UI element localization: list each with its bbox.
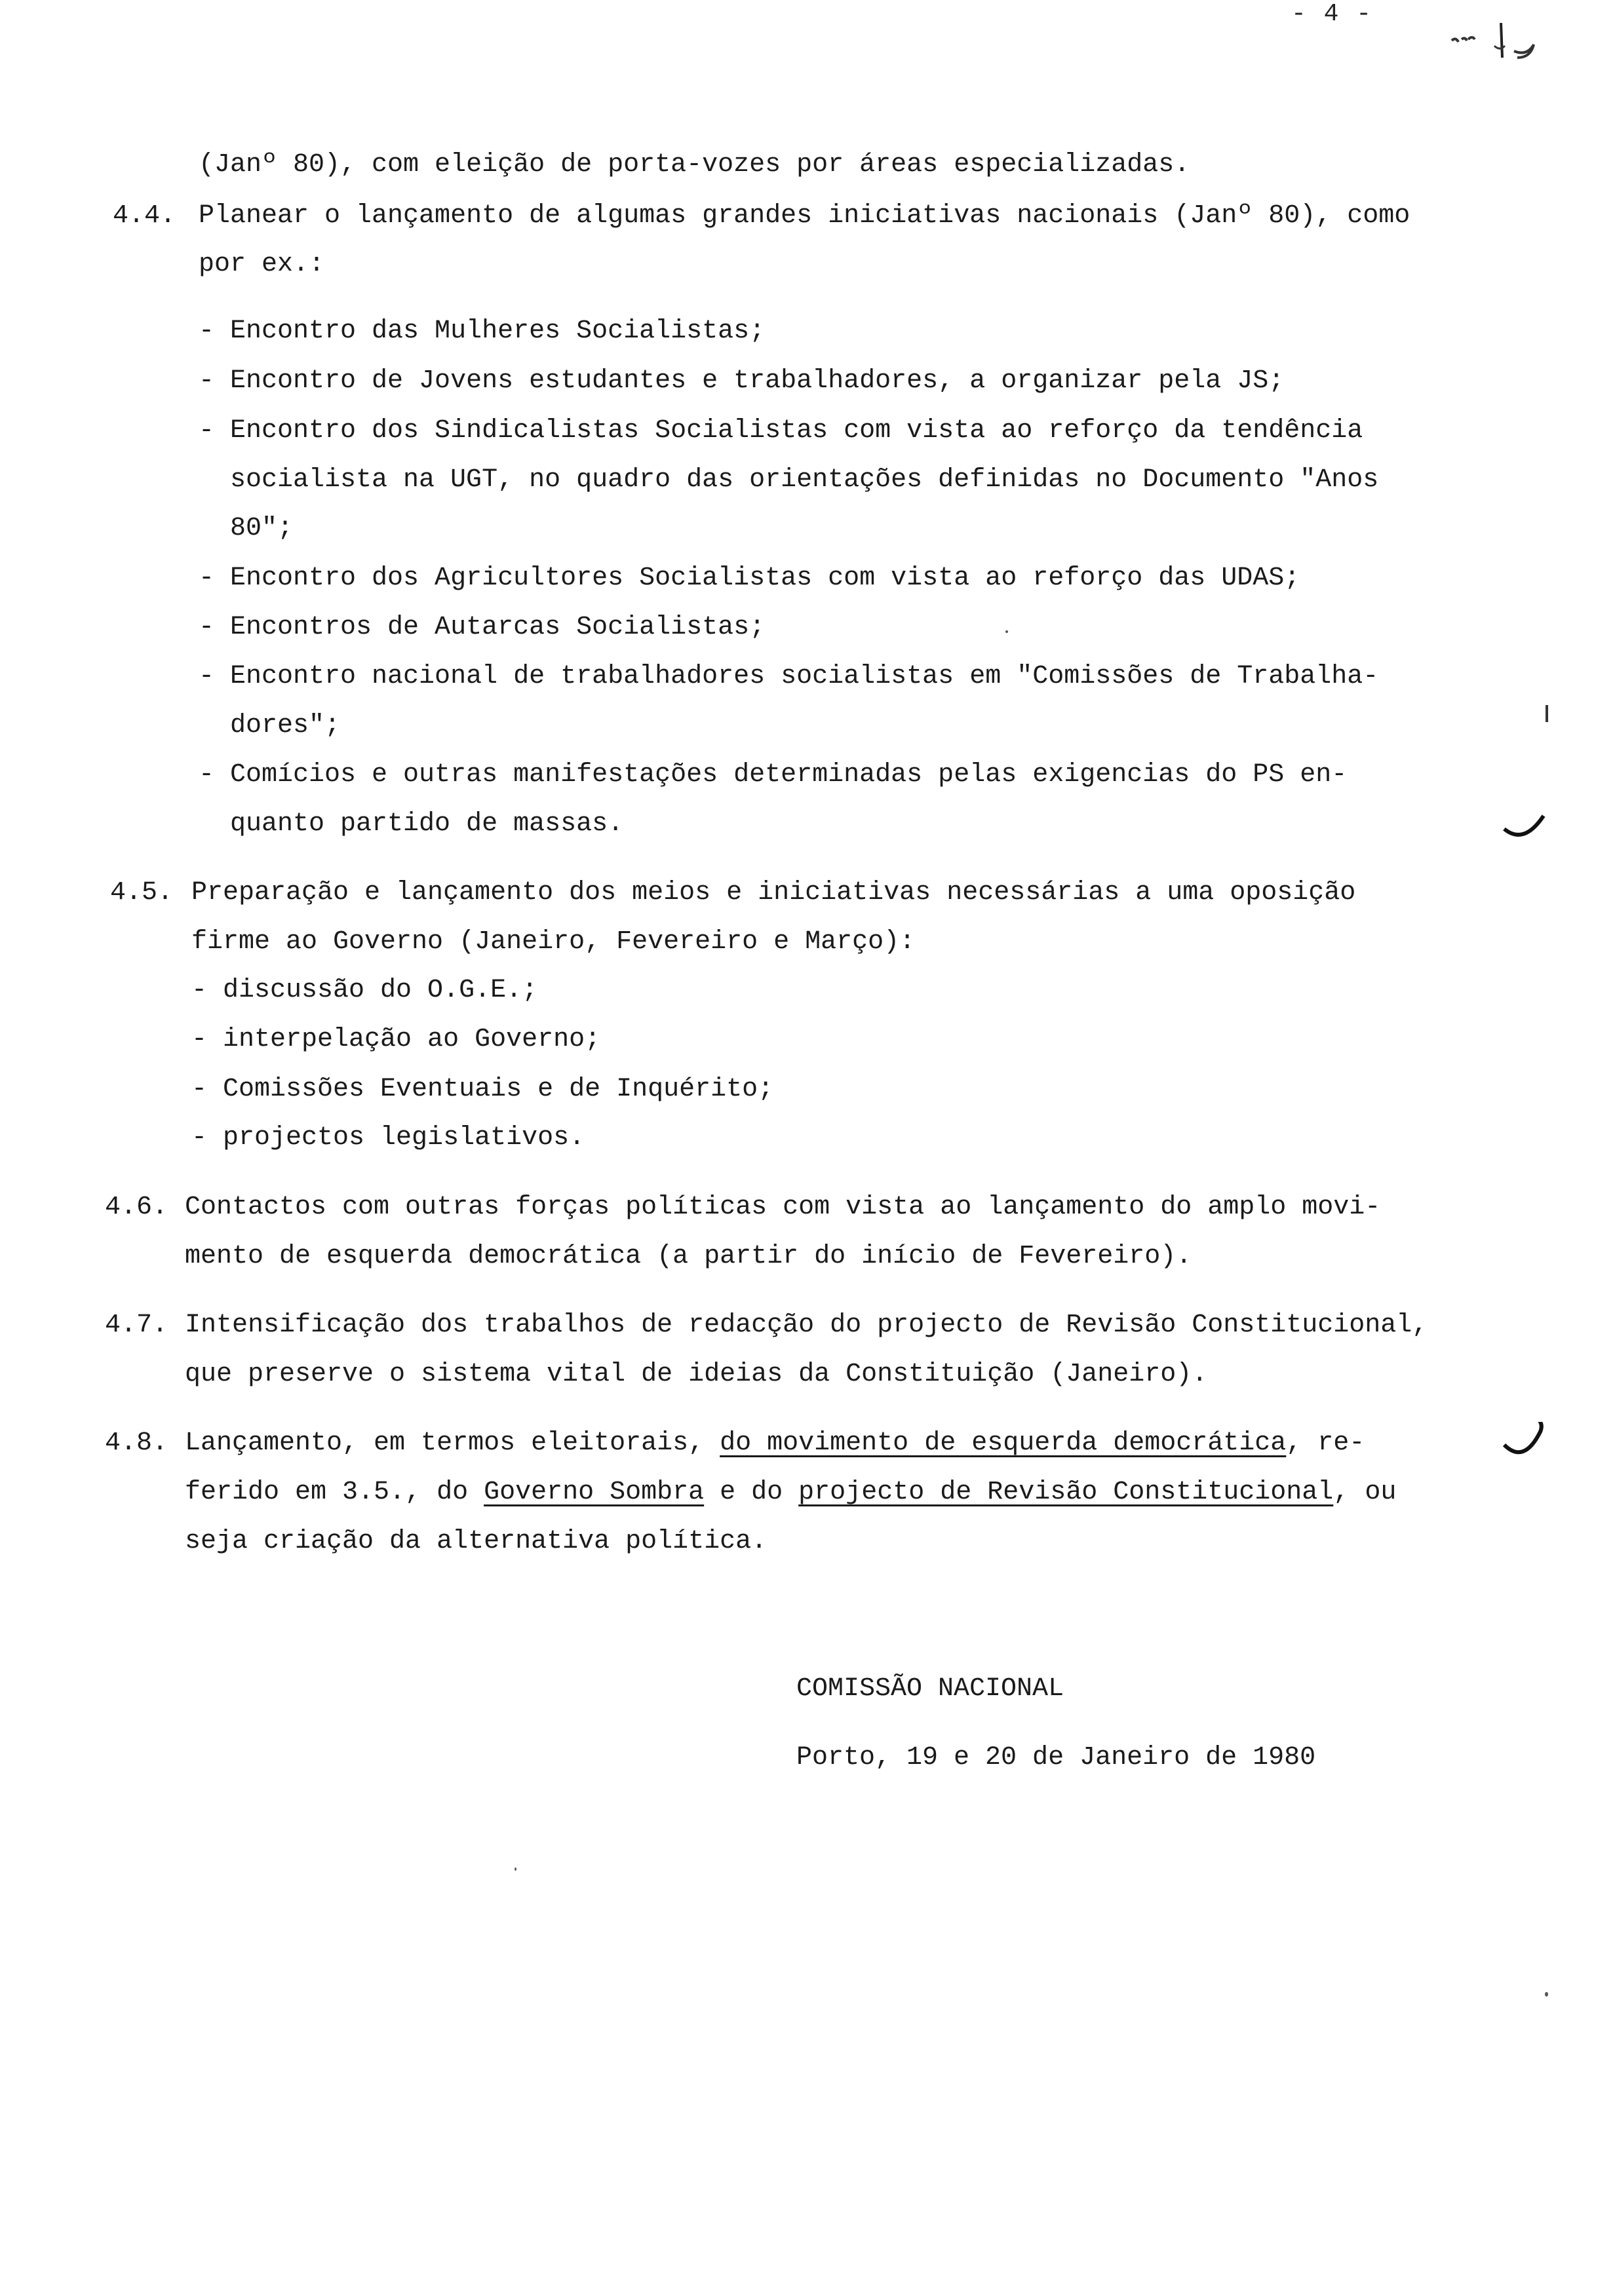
section-4-4-number: 4.4. bbox=[113, 201, 176, 231]
section-4-4-line-1: Planear o lançamento de algumas grandes iniciativas nacionais (Janº 80), como bbox=[199, 201, 1411, 231]
section-4-4-bullet-continuation: dores"; bbox=[230, 711, 341, 740]
scan-speck bbox=[1005, 630, 1008, 633]
scan-speck bbox=[515, 1867, 516, 1871]
section-4-6-number: 4.6. bbox=[105, 1193, 168, 1222]
section-4-5-bullet: - projectos legislativos. bbox=[191, 1123, 585, 1153]
section-4-4-line-2: por ex.: bbox=[199, 250, 325, 279]
section-4-5-line-2: firme ao Governo (Janeiro, Fevereiro e Março): bbox=[191, 927, 916, 957]
section-4-8-line-3: seja criação da alternativa política. bbox=[185, 1527, 768, 1556]
section-4-4-bullet: - Encontro dos Sindicalistas Socialistas com vista ao reforço da tendência bbox=[199, 416, 1363, 446]
section-4-8-text: e do bbox=[704, 1478, 799, 1507]
handwritten-initials-mark bbox=[1442, 20, 1573, 66]
section-4-4-bullet-continuation: socialista na UGT, no quadro das orientações definidas no Documento "Anos bbox=[230, 465, 1379, 495]
section-4-8-text: , ou bbox=[1333, 1478, 1397, 1507]
section-4-6-line-1: Contactos com outras forças políticas com vista ao lançamento do amplo movi- bbox=[185, 1193, 1381, 1222]
scan-speck bbox=[1545, 1992, 1548, 1997]
margin-tick-mark bbox=[1540, 702, 1553, 729]
section-4-8-text: ferido em 3.5., do bbox=[185, 1478, 484, 1507]
section-4-4-bullet: - Encontro de Jovens estudantes e trabalhadores, a organizar pela JS; bbox=[199, 366, 1285, 396]
section-4-5-number: 4.5. bbox=[110, 878, 174, 908]
section-4-8-text: , re- bbox=[1286, 1428, 1365, 1458]
section-4-5-bullet: - interpelação ao Governo; bbox=[191, 1025, 601, 1054]
section-4-4-bullet: - Encontro dos Agricultores Socialistas com vista ao reforço das UDAS; bbox=[199, 564, 1300, 593]
section-4-8-line-1 bbox=[185, 1430, 1365, 1457]
underlined-phrase-governo-sombra: Governo Sombra bbox=[484, 1478, 705, 1507]
section-4-7-line-2: que preserve o sistema vital de ideias da Constituição (Janeiro). bbox=[185, 1360, 1208, 1389]
section-4-8-line-2 bbox=[185, 1480, 1396, 1506]
section-4-5-line-1: Preparação e lançamento dos meios e iniciativas necessárias a uma oposição bbox=[191, 878, 1356, 908]
section-4-8-number: 4.8. bbox=[105, 1428, 168, 1458]
section-4-7-line-1: Intensificação dos trabalhos de redacção do projecto de Revisão Constitucional, bbox=[185, 1311, 1428, 1340]
section-4-4-bullet-continuation: 80"; bbox=[230, 514, 294, 543]
underlined-phrase-movimento: do movimento de esquerda democrática bbox=[720, 1428, 1287, 1458]
section-4-4-bullet: - Comícios e outras manifestações determinadas pelas exigencias do PS en- bbox=[199, 760, 1348, 790]
underlined-phrase-revisao: projecto de Revisão Constitucional bbox=[798, 1478, 1334, 1507]
section-4-8-text: Lançamento, em termos eleitorais, bbox=[185, 1428, 720, 1458]
section-4-4-bullet: - Encontro nacional de trabalhadores socialistas em "Comissões de Trabalha- bbox=[199, 662, 1379, 691]
signature-body: COMISSÃO NACIONAL bbox=[796, 1674, 1064, 1704]
section-4-5-bullet: - discussão do O.G.E.; bbox=[191, 976, 538, 1005]
signature-place-date: Porto, 19 e 20 de Janeiro de 1980 bbox=[796, 1743, 1316, 1772]
page-number: - 4 - bbox=[1291, 0, 1373, 28]
section-4-6-line-2: mento de esquerda democrática (a partir do início de Fevereiro). bbox=[185, 1242, 1192, 1271]
margin-check-mark bbox=[1501, 1422, 1553, 1474]
section-4-4-bullet-continuation: quanto partido de massas. bbox=[230, 809, 624, 839]
section-4-4-bullet: - Encontros de Autarcas Socialistas; bbox=[199, 613, 766, 642]
section-4-4-bullet: - Encontro das Mulheres Socialistas; bbox=[199, 316, 766, 346]
margin-check-mark bbox=[1501, 813, 1553, 852]
section-4-5-bullet: - Comissões Eventuais e de Inquérito; bbox=[191, 1075, 774, 1104]
section-4-7-number: 4.7. bbox=[105, 1311, 168, 1340]
intro-continuation: (Janº 80), com eleição de porta-vozes por áreas especializadas. bbox=[199, 150, 1190, 180]
